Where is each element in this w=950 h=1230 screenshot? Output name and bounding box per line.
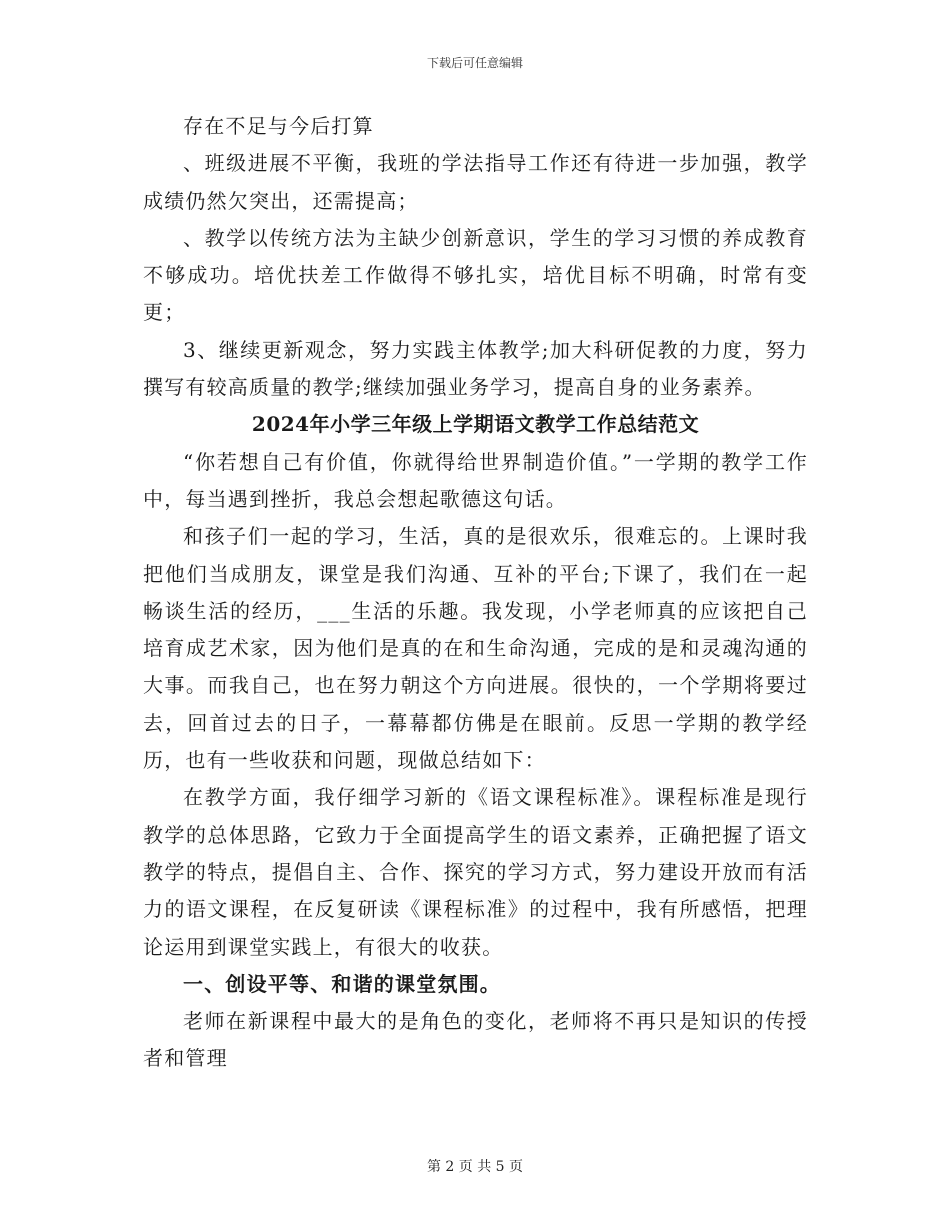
paragraph-teacher-role: 老师在新课程中最大的是角色的变化，老师将不再只是知识的传授者和管理: [143, 1009, 808, 1071]
paragraph-point-3: 3、继续更新观念，努力实践主体教学;加大科研促教的力度，努力撰写有较高质量的教学;继续加强业务学习，提高自身的业务素养。: [143, 337, 808, 400]
document-body: [143, 108, 808, 1078]
paragraph-point-2: 、教学以传统方法为主缺少创新意识，学生的学习习惯的养成教育不够成功。培优扶差工作做得不够扎实，培优目标不明确，时常有变更；: [143, 225, 808, 325]
paragraph-shortcomings-heading: 存在不足与今后打算: [183, 114, 374, 138]
page-number: 第 2 页 共 5 页: [426, 1159, 524, 1175]
document-title: 2024年小学三年级上学期语文教学工作总结范文: [251, 412, 700, 437]
paragraph-point-1: 、班级进展不平衡，我班的学法指导工作还有待进一步加强，教学成绩仍然欠突出，还需提高；: [143, 151, 808, 213]
page-header-note: 下载后可任意编辑: [426, 56, 523, 70]
paragraph-reflection: 和孩子们一起的学习，生活，真的是很欢乐，很难忘的。上课时我把他们当成朋友，课堂是我们沟通、互补的平台;下课了，我们在一起畅谈生活的经历，___生活的乐趣。我发现，小学老师真的应该把自己培育成艺术家，因为他们是真的在和生命沟通，完成的是和灵魂沟通的大事。而我自己，也在努力朝这个方向进展。很快的，一个学期将要过去，回首过去的日子，一幕幕都仿佛是在眼前。反思一学期的教学经历，也有一些收获和问题，现做总结如下：: [143, 524, 808, 773]
paragraph-quote: “你若想自己有价值，你就得给世界制造价值。”一学期的教学工作中，每当遇到挫折，我总会想起歌德这句话。: [143, 449, 808, 511]
paragraph-curriculum: 在教学方面，我仔细学习新的《语文课程标准》。课程标准是现行教学的总体思路，它致力于全面提高学生的语文素养，正确把握了语文教学的特点，提倡自主、合作、探究的学习方式，努力建设开放而有活力的语文课程，在反复研读《课程标准》的过程中，我有所感悟，把理论运用到课堂实践上，有很大的收获。: [143, 785, 808, 959]
heading-section-1: 一、创设平等、和谐的课堂氛围。: [183, 971, 501, 996]
